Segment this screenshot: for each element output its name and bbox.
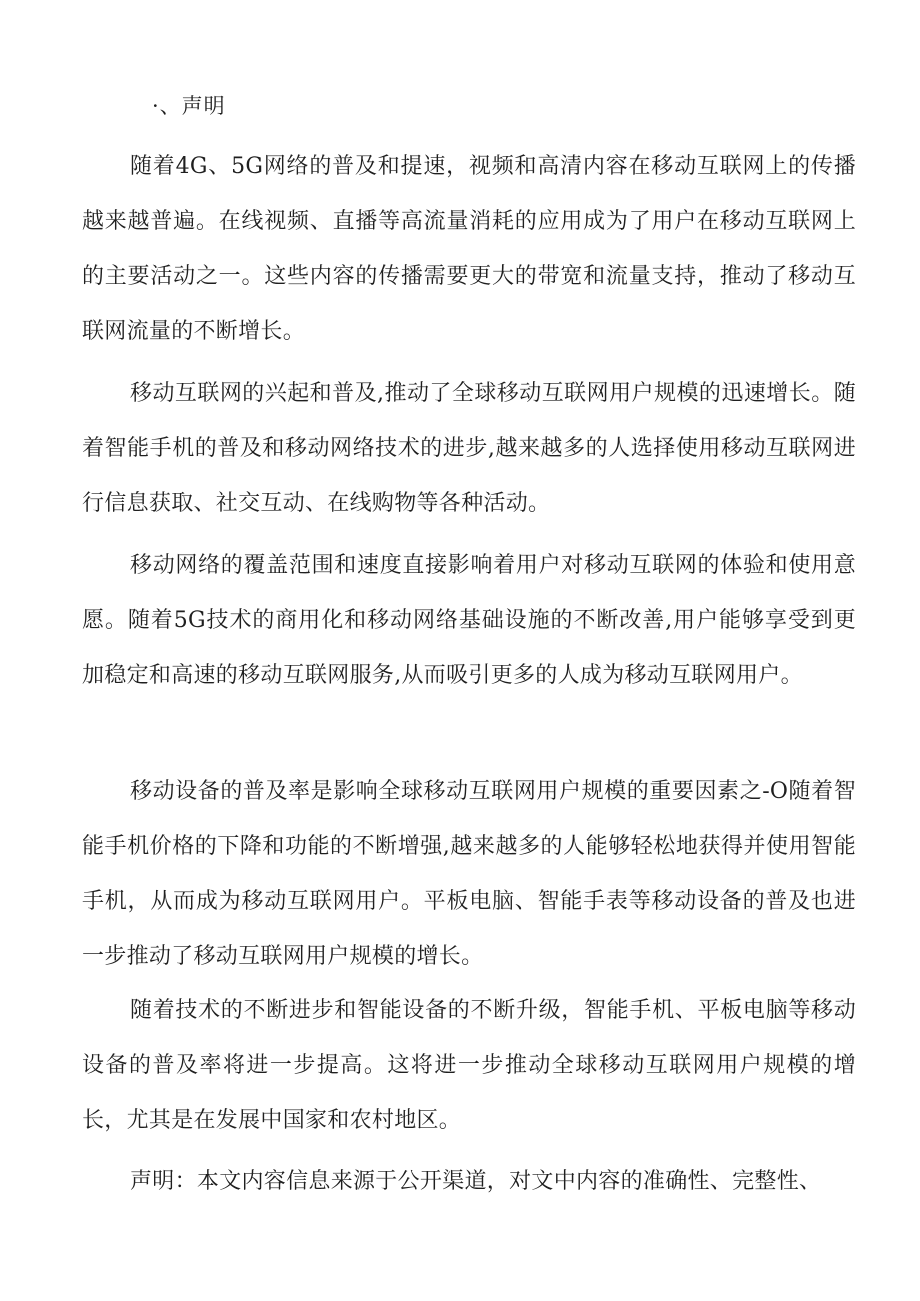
paragraph-disclaimer: 声明：本文内容信息来源于公开渠道，对文中内容的准确性、完整性、: [130, 1169, 822, 1194]
paragraph-device-penetration: 移动设备的普及率是影响全球移动互联网用户规模的重要因素之-O随着智能手机价格的下降和功能的不断增强,越来越多的人能够轻松地获得并使用智能手机，从而成为移动互联网用户。平板电脑、智能手表等移动设备的普及也进一步推动了移动互联网用户规模的增长。: [82, 779, 856, 969]
section-heading: ·、声明: [152, 94, 226, 118]
paragraph-video-traffic: 随着4G、5G网络的普及和提速，视频和高清内容在移动互联网上的传播越来越普遍。在线视频、直播等高流量消耗的应用成为了用户在移动互联网上的主要活动之一。这些内容的传播需要更大的带宽和流量支持，推动了移动互联网流量的不断增长。: [82, 154, 856, 344]
paragraph-future-outlook: 随着技术的不断进步和智能设备的不断升级，智能手机、平板电脑等移动设备的普及率将进一步提高。这将进一步推动全球移动互联网用户规模的增长，尤其是在发展中国家和农村地区。: [82, 998, 856, 1133]
paragraph-network-coverage: 移动网络的覆盖范围和速度直接影响着用户对移动互联网的体验和使用意愿。随着5G技术的商用化和移动网络基础设施的不断改善,用户能够享受到更加稳定和高速的移动互联网服务,从而吸引更多的人成为移动互联网用户。: [82, 553, 856, 688]
paragraph-user-growth: 移动互联网的兴起和普及,推动了全球移动互联网用户规模的迅速增长。随着智能手机的普及和移动网络技术的进步,越来越多的人选择使用移动互联网进行信息获取、社交互动、在线购物等各种活动。: [82, 381, 856, 516]
